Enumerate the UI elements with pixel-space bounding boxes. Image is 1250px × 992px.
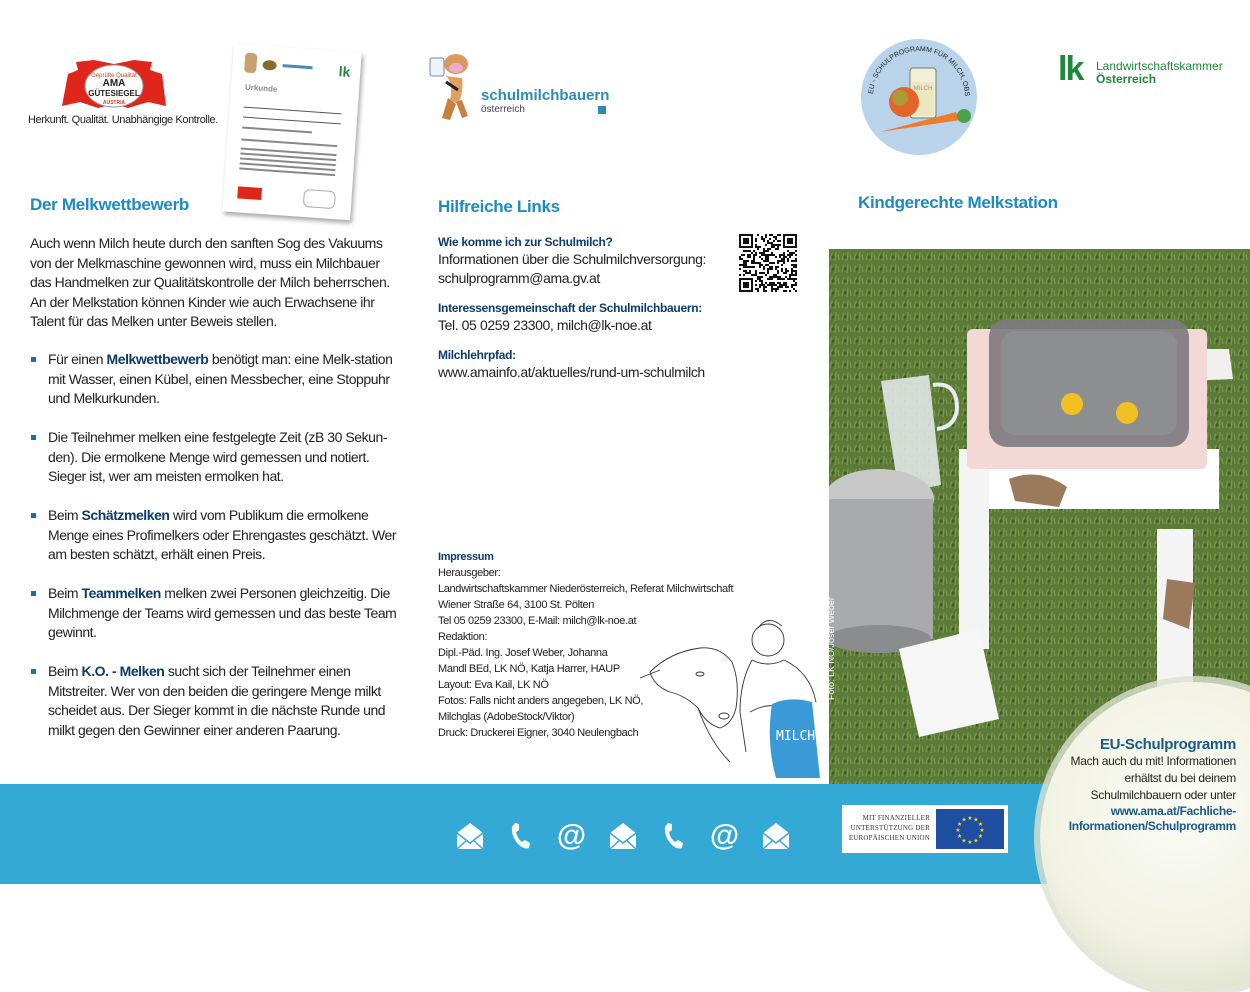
bullet-bold: Melkwettbewerb xyxy=(106,351,209,367)
certificate-title: Urkunde xyxy=(244,82,278,94)
section-heading-melkstation: Kindgerechte Melkstation xyxy=(858,193,1058,212)
impressum-line: Layout: Eva Kail, LK NÖ xyxy=(438,679,549,691)
eu-star-icon: ★ xyxy=(977,834,984,840)
link-answer xyxy=(438,250,728,288)
intro-paragraph: Auch wenn Milch heute durch den sanften Sog des Vakuums von der Melkmaschine gewonnen wird, muss ein Milchbauer das Handmelken zur Qualitätskontrolle der Milch beherrschen. An der Melkstation können Kinder wie auch Erwachsene ihr Talent für das Melken unter Beweis stellen. xyxy=(30,235,390,329)
eu-funding-line: EUROPÄISCHEN UNION xyxy=(848,834,930,842)
table-leg xyxy=(959,449,989,649)
eu-star-icon: ★ xyxy=(961,817,967,824)
bullet-icon xyxy=(31,669,36,674)
lk-text xyxy=(1096,60,1223,86)
list-item xyxy=(30,662,400,740)
glass-label: MILCH xyxy=(913,86,933,92)
eu-star-icon: ★ xyxy=(967,840,973,846)
impressum-line: Milchglas (AdobeStock/Viktor) xyxy=(438,711,575,723)
url-link[interactable]: www.amainfo.at/aktuelles/rund-um-schulmilch xyxy=(438,364,705,380)
ring-text: EU - SCHULPROGRAMM FÜR MILCH, OBS xyxy=(868,45,971,97)
eu-star-icon: ★ xyxy=(979,828,985,834)
teat-icon xyxy=(1116,402,1138,424)
photo-credit: Foto: LK NÖ/Josef Weber xyxy=(826,597,836,700)
bullet-icon xyxy=(31,591,36,596)
bullet-text: Für einen xyxy=(48,351,107,367)
link-text: Informationen über die Schulmilchversorgung: xyxy=(438,251,706,267)
list-item xyxy=(30,428,400,487)
eu-funding-badge xyxy=(842,805,1008,853)
phone-icon xyxy=(495,818,546,854)
certificate-lk-mark: lk xyxy=(338,63,351,80)
eu-star-icon: ★ xyxy=(961,838,967,845)
section-heading-melkwettbewerb: Der Melkwettbewerb xyxy=(30,195,189,214)
ama-logo-line1: AMA xyxy=(102,78,126,89)
bullet-text: benötigt man: eine Melk-station mit Wasser, einen Kübel, einen Messbecher, eine Stoppuhr und Melkurkunden. xyxy=(48,351,393,406)
rules-list xyxy=(30,350,400,760)
eu-funding-line: UNTERSTÜTZUNG DER xyxy=(850,824,930,832)
link-answer xyxy=(438,316,728,335)
envelope-icon xyxy=(444,818,495,854)
certificate-line xyxy=(244,107,342,115)
certificate-image xyxy=(222,44,361,221)
certificate-ama-icon xyxy=(237,186,262,200)
lk-line1: Landwirtschaftskammer xyxy=(1096,59,1223,73)
eu-program-line: Schulmilchbauern oder unter xyxy=(1090,788,1236,802)
qr-code-icon[interactable] xyxy=(739,234,797,292)
eu-star-icon: ★ xyxy=(956,822,963,828)
impressum-line: Wiener Straße 64, 3100 St. Pölten xyxy=(438,599,594,611)
bullet-icon xyxy=(31,513,36,518)
section-heading-links: Hilfreiche Links xyxy=(438,197,560,216)
bullet-bold: Teammelken xyxy=(81,585,161,601)
eu-star-icon: ★ xyxy=(977,822,984,828)
cow-mascot-icon xyxy=(428,44,488,124)
lk-line2: Österreich xyxy=(1096,72,1157,86)
certificate-line xyxy=(243,117,341,125)
phone-icon xyxy=(648,818,699,854)
ama-tagline: Herkunft. Qualität. Unabhängige Kontrolle. xyxy=(28,114,218,126)
envelope-icon xyxy=(597,818,648,854)
bullet-text: Beim xyxy=(48,585,82,601)
bullet-icon xyxy=(31,357,36,362)
bullet-bold: Schätzmelken xyxy=(81,507,170,523)
bullet-text: melken zwei Personen gleichzeitig. Die Milchmenge der Teams wird gemessen und das beste Team gewinnt. xyxy=(48,585,397,640)
at-icon: @ xyxy=(709,819,740,852)
ama-guetesiegel-logo xyxy=(58,56,170,112)
eu-star-icon: ★ xyxy=(973,838,979,845)
eu-flag-icon xyxy=(936,809,1004,849)
eu-program-link[interactable]: www.ama.at/Fachliche- xyxy=(1110,804,1236,818)
bullet-text: Beim xyxy=(48,507,82,523)
contact-icons-row xyxy=(444,818,801,854)
eu-program-box xyxy=(1050,736,1236,834)
logo-square-icon xyxy=(598,106,606,114)
cow-head-outline xyxy=(650,648,737,728)
at-icon: @ xyxy=(556,819,587,852)
eu-star-icon: ★ xyxy=(955,828,961,834)
link-answer xyxy=(438,363,728,382)
farmer-cow-sketch xyxy=(640,612,820,778)
ama-logo-line3: AUSTRIA xyxy=(102,100,126,106)
eu-program-link[interactable]: Informationen/Schulprogramm xyxy=(1068,819,1236,833)
eu-program-line: erhältst du bei deinem xyxy=(1124,771,1236,785)
eu-star-icon: ★ xyxy=(956,834,963,840)
farmer-head-outline xyxy=(752,624,784,656)
teat-icon xyxy=(1061,393,1083,415)
eu-star-icon: ★ xyxy=(973,817,979,824)
milk-can-label: MILCH xyxy=(776,729,816,744)
impressum-line: Landwirtschaftskammer Niederösterreich, Referat Milchwirtschaft xyxy=(438,583,734,595)
eu-funding-text xyxy=(846,813,930,843)
bullet-bold: K.O. - Melken xyxy=(81,663,165,679)
bullet-text: Die Teilnehmer melken eine festgelegte Zeit (zB 30 Sekun-den). Die ermolkene Menge wird gemessen und notiert. Sieger ist, wer am meisten ermolken hat. xyxy=(48,429,388,484)
bullet-icon xyxy=(31,435,36,440)
eu-star-icon: ★ xyxy=(967,816,973,822)
bullet-text: sucht sich der Teilnehmer einen Mitstreiter. Wer von den beiden die geringere Menge milkt scheidet aus. Der Sieger kommt in die nächste Runde und milkt gegen den Gewinner einer anderen Paarung. xyxy=(48,663,386,738)
envelope-icon xyxy=(750,818,801,854)
link-question: Milchlehrpfad: xyxy=(438,348,516,362)
impressum-line: Redaktion: xyxy=(438,631,488,643)
links-list xyxy=(438,234,728,394)
lk-mark: lk xyxy=(1058,50,1083,88)
schulmilchbauern-sub: österreich xyxy=(481,104,525,115)
email-link[interactable]: schulprogramm@ama.gv.at xyxy=(438,270,600,286)
impressum-line: Druck: Druckerei Eigner, 3040 Neulengbach xyxy=(438,727,639,739)
eu-program-line: Mach auch du mit! Informationen xyxy=(1070,754,1236,768)
eu-funding-line: MIT FINANZIELLER xyxy=(862,814,930,822)
link-question: Interessensgemeinschaft der Schulmilchbauern: xyxy=(438,301,702,315)
lk-oesterreich-logo xyxy=(1058,50,1223,88)
ama-logo-top-text: Geprüfte Qualität xyxy=(91,73,137,79)
certificate-sketch-icon xyxy=(303,189,336,209)
list-item xyxy=(30,584,400,643)
eu-schulprogramm-round-logo xyxy=(860,38,978,156)
schulmilchbauern-name: schulmilchbauern xyxy=(481,87,610,104)
list-item xyxy=(30,506,400,565)
list-item xyxy=(30,350,400,409)
impressum-line: Dipl.-Päd. Ing. Josef Weber, Johanna xyxy=(438,647,608,659)
certificate-badge-icon xyxy=(262,60,277,71)
certificate-logo-text xyxy=(282,64,312,69)
bullet-text: Beim xyxy=(48,663,82,679)
impressum-heading: Impressum xyxy=(438,551,494,563)
certificate-cow-icon xyxy=(244,53,257,74)
certificate-line xyxy=(241,138,337,147)
contact-link[interactable]: Tel. 05 0259 23300, milch@lk-noe.at xyxy=(438,317,652,333)
impressum-line: Tel 05 0259 23300, E-Mail: milch@lk-noe.at xyxy=(438,615,637,627)
impressum-line: Mandl BEd, LK NÖ, Katja Harrer, HAUP xyxy=(438,663,620,675)
link-question: Wie komme ich zur Schulmilch? xyxy=(438,235,613,249)
certificate-line xyxy=(242,127,312,134)
ama-logo-line2: GÜTESIEGEL xyxy=(88,89,140,98)
bullet-text: wird vom Publikum die ermolkene Menge eines Profimelkers oder Ehrengastes geschätzt. Wer am besten schätzt, erhält einen Preis. xyxy=(48,507,397,562)
impressum-line: Fotos: Falls nicht anders angegeben, LK NÖ, xyxy=(438,695,644,707)
impressum-line: Herausgeber: xyxy=(438,567,501,579)
eu-program-title: EU-Schulprogramm xyxy=(1099,736,1236,753)
